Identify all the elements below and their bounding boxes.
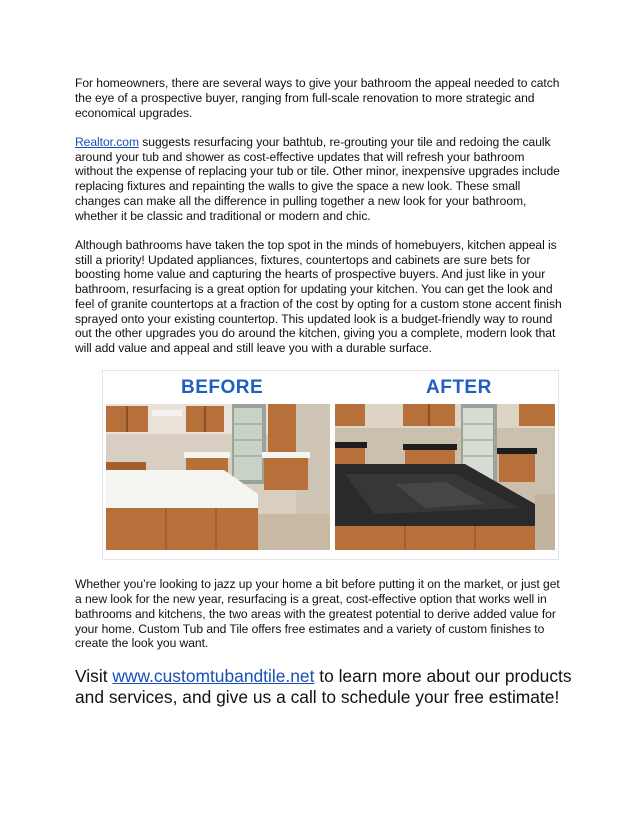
before-after-image xyxy=(102,370,559,560)
after-label: AFTER xyxy=(426,377,492,399)
closing-paragraph: Whether you’re looking to jazz up your home a bit before putting it on the market, or just get a new look for the new year, resurfacing is a great, cost-effective option that works well in bathrooms and kitchens, the two areas with the greatest potential to derive added value for your home. Custom Tub and Tile offers free estimates and a variety of custom finishes to create the look you want. xyxy=(75,577,560,651)
bathroom-paragraph-text: suggests resurfacing your bathtub, re-grouting your tile and redoing the caulk around your tub and shower as cost-effective updates that will refresh your bathroom without the expense of replacing your tub or tile. Other minor, inexpensive upgrades include replacing fixtures and repainting the walls to give the space a new look. These small changes can make all the difference in pulling together a new look for your bathroom, whether it be classic and traditional or modern and chic. xyxy=(75,134,560,223)
kitchen-paragraph: Although bathrooms have taken the top spot in the minds of homebuyers, kitchen appeal is still a priority! Updated appliances, fixtures, countertops and cabinets are sure bets for boosting home value and capturing the hearts of prospective buyers. And just like in your bathroom, resurfacing is a great option for updating your kitchen. You can get the look and feel of granite countertops at a fraction of the cost by opting for a custom stone accent finish sprayed onto your existing countertop. This updated look is a budget-friendly way to round out the other upgrades you do around the kitchen, giving you a complete, modern look that will add value and appeal and still leave you with a durable surface. xyxy=(75,237,562,355)
call-to-action xyxy=(75,666,595,708)
intro-paragraph: For homeowners, there are several ways to give your bathroom the appeal needed to catch the eye of a prospective buyer, ranging from full-scale renovation to more strategic and economical upgrades. xyxy=(75,76,560,120)
realtor-link[interactable]: Realtor.com xyxy=(75,134,139,149)
before-label: BEFORE xyxy=(181,377,264,399)
cta-prefix: Visit xyxy=(75,665,113,686)
website-link[interactable]: www.customtubandtile.net xyxy=(112,665,315,686)
bathroom-paragraph xyxy=(75,135,565,224)
after-photo xyxy=(335,404,555,550)
cta-suffix: to learn more about our products and services, and give us a call to schedule your free estimate! xyxy=(75,665,572,707)
document-page xyxy=(75,76,572,708)
before-photo xyxy=(106,404,330,550)
